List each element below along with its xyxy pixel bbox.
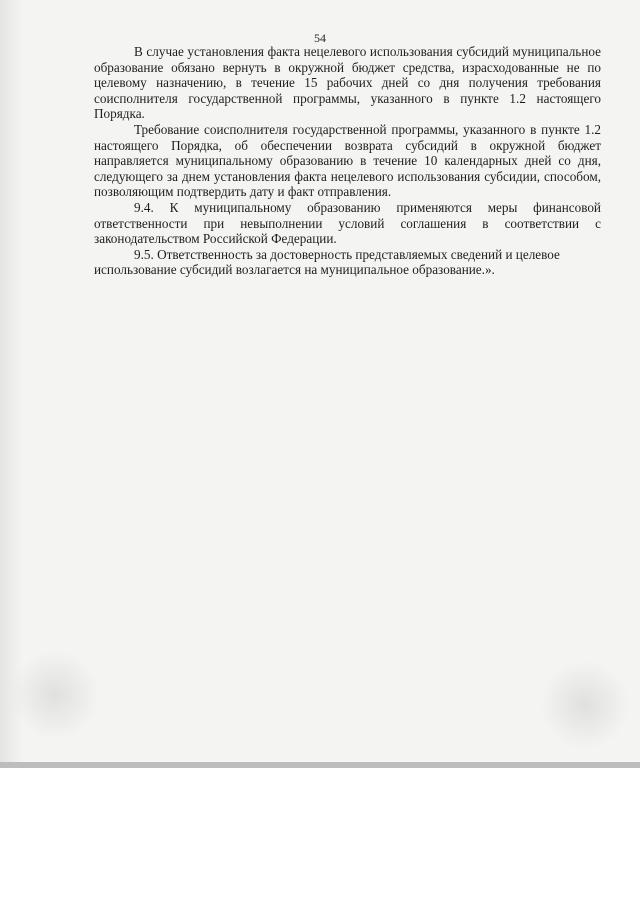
paragraph-9-5: 9.5. Ответственность за достоверность представляемых сведений и целевое использование субсидий возлагается на муниципальное образование.». [94,246,560,278]
paragraph-9-4: 9.4. К муниципальному образованию применяются меры финансовой ответственности при невыполнении условий соглашения в соответствии с законодательством Российской Федерации. [94,199,601,247]
scan-smudge-right [540,660,630,750]
scan-smudge-left [10,650,100,740]
document-body [94,44,601,278]
paragraph-refund-demand: Требование соисполнителя государственной программы, указанного в пункте 1.2 настоящего Порядка, об обеспечении возврата субсидий в окружной бюджет направляется муниципальному образованию в течение 10 календарных дней со дня, следующего за днем установления факта нецелевого использования субсидии, способом, позволяющим подтвердить дату и факт отправления. [94,121,601,200]
page-number: 54 [314,31,326,45]
scan-edge-shadow [0,0,22,762]
paragraph-refund-obligation: В случае установления факта нецелевого использования субсидий муниципальное образование обязано вернуть в окружной бюджет средства, израсходованные не по целевому назначению, в течение 15 рабочих дней со дня получения требования соисполнителя государственной программы, указанного в пункте 1.2 настоящего Порядка. [94,44,601,122]
